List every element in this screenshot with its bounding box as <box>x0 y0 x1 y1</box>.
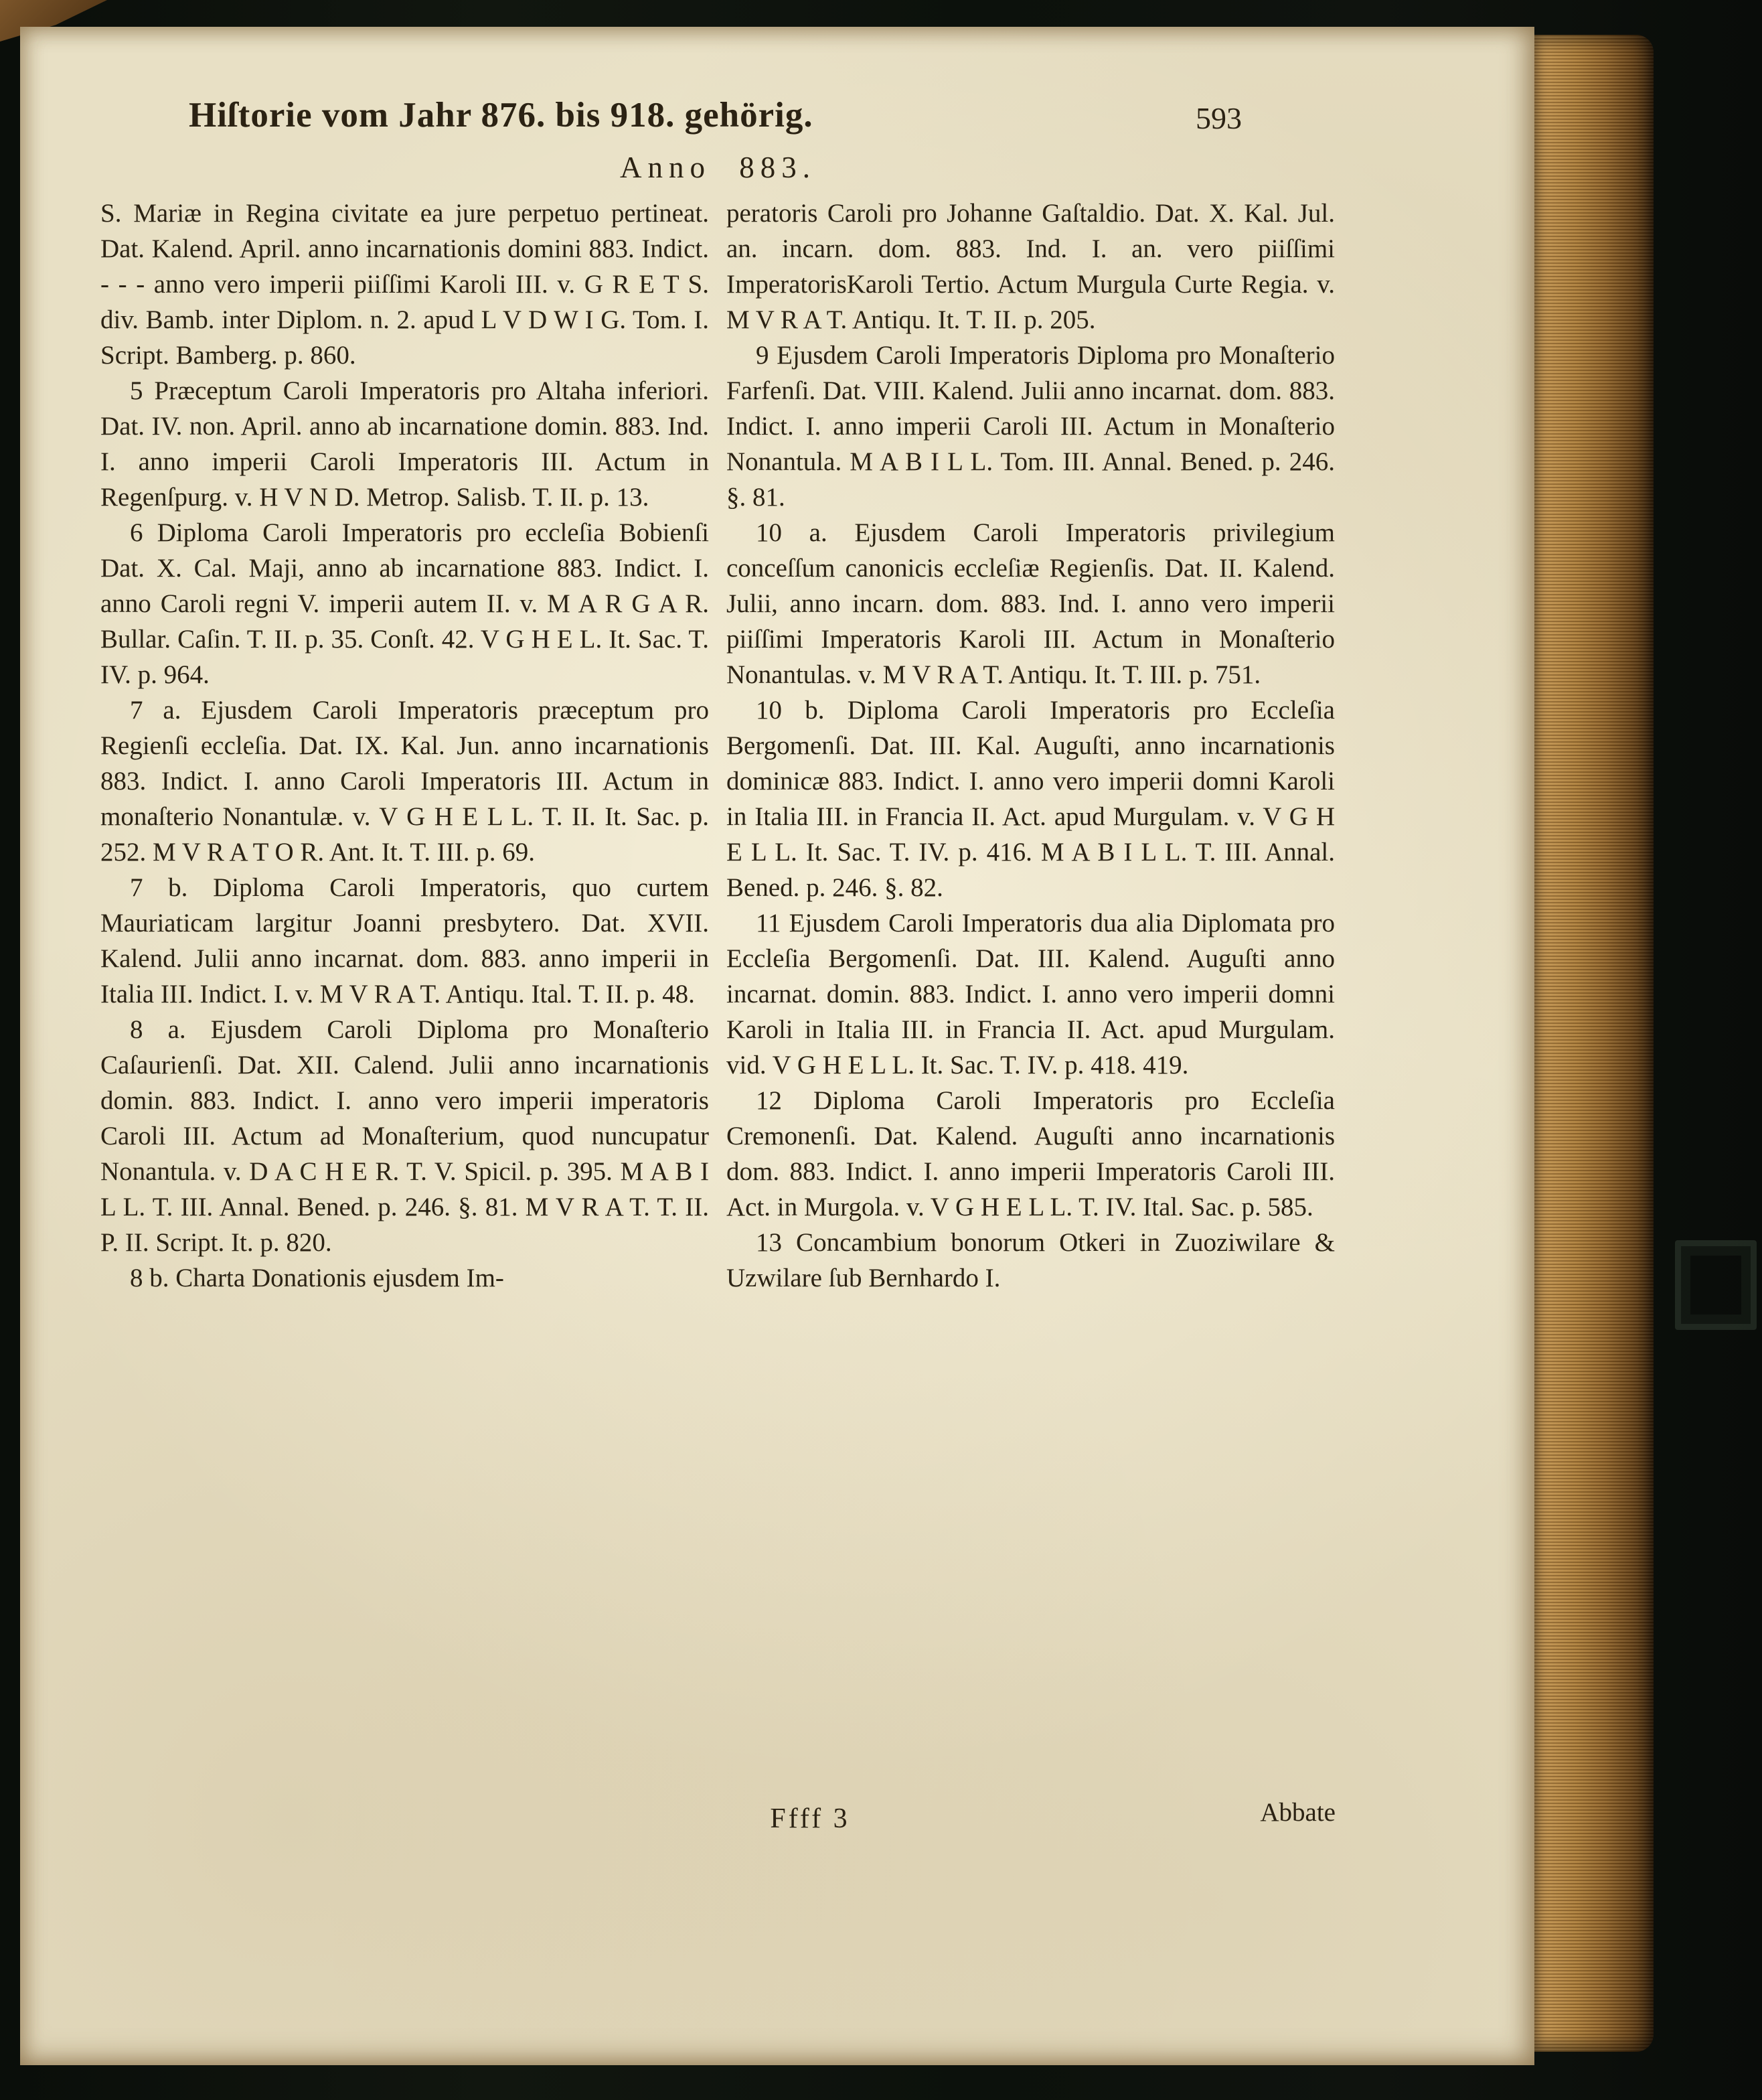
paragraph-entry-8a: 8 a. Ejusdem Caroli Diploma pro Monaſterio Caſaurienſi. Dat. XII. Calend. Julii anno incarnationis domin. 883. Indict. I. anno vero imperii imperatoris Caroli III. Actum ad Monaſterium, quod nuncupatur Nonantula. v. D A C H E R. T. V. Spicil. p. 395. M A B I L L. T. III. Annal. Bened. p. 246. §. 81. M V R A T. T. II. P. II. Script. It. p. 820. <box>100 1015 709 1257</box>
paragraph-entry-5: 5 Præceptum Caroli Imperatoris pro Altaha inferiori. Dat. IV. non. April. anno ab incarnatione domin. 883. Ind. I. anno imperii Caroli Imperatoris III. Actum in Regenſpurg. v. H V N D. Metrop. Salisb. T. II. p. 13. <box>100 376 709 512</box>
paragraph-entry-13: 13 Concambium bonorum Otkeri in Zuoziwilare & Uzwilare ſub Bernhardo I. <box>726 1228 1335 1292</box>
book-page <box>20 27 1534 2065</box>
signature-mark: Ffff 3 <box>770 1803 850 1834</box>
paragraph-continuation: S. Mariæ in Regina civitate ea jure perpetuo pertineat. Dat. Kalend. April. anno incarnationis domini 883. Indict. - - - anno vero imperii piiſſimi Karoli III. v. G R E T S. div. Bamb. inter Diplom. n. 2. apud L V D W I G. Tom. I. Script. Bamberg. p. 860. <box>100 199 709 370</box>
paragraph-entry-7a: 7 a. Ejusdem Caroli Imperatoris præceptum pro Regienſi eccleſia. Dat. IX. Kal. Jun. anno incarnationis 883. Indict. I. anno Caroli Imperatoris III. Actum in monaſterio Nonantulæ. v. V G H E L L. T. II. It. Sac. p. 252. M V R A T O R. Ant. It. T. III. p. 69. <box>100 696 709 867</box>
paragraph-entry-10a: 10 a. Ejusdem Caroli Imperatoris privilegium conceſſum canonicis eccleſiæ Regienſis. Dat. II. Kalend. Julii, anno incarn. dom. 883. Ind. I. anno vero imperii piiſſimi Imperatoris Karoli III. Actum in Monaſterio Nonantulas. v. M V R A T. Antiqu. It. T. III. p. 751. <box>726 518 1335 689</box>
section-heading-anno: Anno 883. <box>620 151 816 184</box>
paragraph-entry-11: 11 Ejusdem Caroli Imperatoris dua alia Diplomata pro Eccleſia Bergomenſi. Dat. III. Kalend. Auguſti anno incarnat. domin. 883. Indict. I. anno vero imperii domni Karoli in Italia III. in Francia II. Act. apud Murgulam. vid. V G H E L L. It. Sac. T. IV. p. 418. 419. <box>726 909 1335 1079</box>
right-column <box>726 196 1335 1296</box>
paragraph-entry-12: 12 Diploma Caroli Imperatoris pro Eccleſia Cremonenſi. Dat. Kalend. Auguſti anno incarnationis dom. 883. Indict. I. anno imperii Imperatoris Caroli III. Act. in Murgola. v. V G H E L L. T. IV. Ital. Sac. p. 585. <box>726 1086 1335 1221</box>
paragraph-entry-8b: 8 b. Charta Donationis ejusdem Im- <box>130 1264 504 1292</box>
catchword: Abbate <box>1260 1798 1336 1827</box>
paragraph-entry-7b: 7 b. Diploma Caroli Imperatoris, quo curtem Mauriaticam largitur Joanni presbytero. Dat. XVII. Kalend. Julii anno incarnat. dom. 883. anno imperii in Italia III. Indict. I. v. M V R A T. Antiqu. Ital. T. II. p. 48. <box>100 873 709 1008</box>
paragraph-entry-6: 6 Diploma Caroli Imperatoris pro eccleſia Bobienſi Dat. X. Cal. Maji, anno ab incarnatione 883. Indict. I. anno Caroli regni V. imperii autem II. v. M A R G A R. Bullar. Caſin. T. II. p. 35. Conſt. 42. V G H E L. It. Sac. T. IV. p. 964. <box>100 518 709 689</box>
left-column <box>100 196 709 1296</box>
text-columns <box>100 196 1336 1296</box>
book-fore-edge <box>1534 35 1654 2052</box>
page-number: 593 <box>1196 101 1242 135</box>
edge-stamp <box>1675 1240 1757 1330</box>
paragraph-entry-9: 9 Ejusdem Caroli Imperatoris Diploma pro Monaſterio Farfenſi. Dat. VIII. Kalend. Julii anno incarnat. dom. 883. Indict. I. anno imperii Caroli III. Actum in Monaſterio Nonantula. M A B I L L. Tom. III. Annal. Bened. p. 246. §. 81. <box>726 341 1335 512</box>
paragraph-entry-10b: 10 b. Diploma Caroli Imperatoris pro Eccleſia Bergomenſi. Dat. III. Kal. Auguſti, anno incarnationis dominicæ 883. Indict. I. anno vero imperii domni Karoli in Italia III. in Francia II. Act. apud Murgulam. v. V G H E L L. It. Sac. T. IV. p. 416. M A B I L L. T. III. Annal. Bened. p. 246. §. 82. <box>726 696 1335 902</box>
running-header-title: Hiſtorie vom Jahr 876. bis 918. gehörig. <box>189 96 813 135</box>
paragraph-continuation: peratoris Caroli pro Johanne Gaſtaldio. Dat. X. Kal. Jul. an. incarn. dom. 883. Ind. I. an. vero piiſſimi ImperatorisKaroli Tertio. Actum Murgula Curte Regia. v. M V R A T. Antiqu. It. T. II. p. 205. <box>726 199 1335 334</box>
